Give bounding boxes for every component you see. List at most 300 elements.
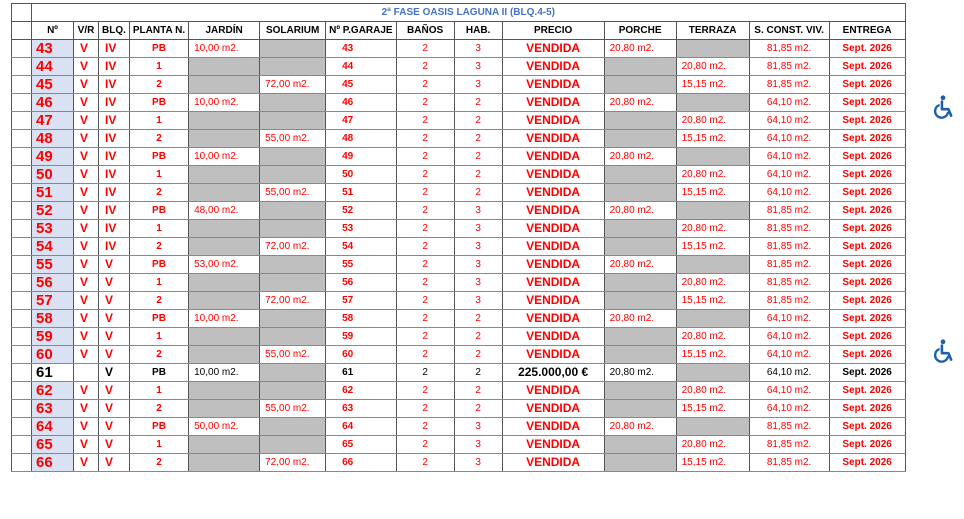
cell-porche [604, 76, 676, 94]
cell-porche [604, 346, 676, 364]
cell-banos: 2 [396, 310, 454, 328]
cell-planta: 1 [129, 58, 188, 76]
cell-blq: IV [99, 112, 130, 130]
cell-num: 47 [32, 112, 74, 130]
cell-blq: V [99, 328, 130, 346]
cell-hab: 2 [454, 346, 502, 364]
cell-terraza: 20,80 m2. [676, 274, 749, 292]
cell-precio: 225.000,00 € [502, 364, 604, 382]
cell-jardin [189, 184, 260, 202]
cell-jardin [189, 400, 260, 418]
cell-jardin [189, 112, 260, 130]
cell-banos: 2 [396, 58, 454, 76]
cell-planta: PB [129, 94, 188, 112]
cell-garaje: 53 [326, 220, 397, 238]
cell-precio: VENDIDA [502, 112, 604, 130]
header-hab: HAB. [454, 22, 502, 40]
cell-banos: 2 [396, 454, 454, 472]
table-row [12, 328, 906, 346]
cell-sconst: 81,85 m2. [749, 238, 829, 256]
cell-hab: 2 [454, 364, 502, 382]
cell-porche: 20,80 m2. [604, 364, 676, 382]
cell-garaje: 57 [326, 292, 397, 310]
cell-num: 50 [32, 166, 74, 184]
cell-jardin [189, 454, 260, 472]
cell-planta: 1 [129, 112, 188, 130]
cell-entrega: Sept. 2026 [829, 418, 905, 436]
cell-jardin: 53,00 m2. [189, 256, 260, 274]
cell-terraza: 15,15 m2. [676, 454, 749, 472]
header-num: Nº [32, 22, 74, 40]
cell-entrega: Sept. 2026 [829, 148, 905, 166]
cell-hab: 2 [454, 112, 502, 130]
cell-porche [604, 184, 676, 202]
cell-hab: 3 [454, 454, 502, 472]
cell-jardin [189, 58, 260, 76]
cell-vr: V [74, 112, 99, 130]
cell-entrega: Sept. 2026 [829, 436, 905, 454]
table-row [12, 58, 906, 76]
cell-terraza: 15,15 m2. [676, 76, 749, 94]
cell-vr: V [74, 94, 99, 112]
cell-jardin: 10,00 m2. [189, 94, 260, 112]
cell-porche [604, 328, 676, 346]
table-row [12, 94, 906, 112]
cell-precio: VENDIDA [502, 76, 604, 94]
cell-sconst: 64,10 m2. [749, 382, 829, 400]
cell-hab: 3 [454, 238, 502, 256]
row-blank-cell [12, 256, 32, 274]
cell-sconst: 64,10 m2. [749, 148, 829, 166]
cell-hab: 2 [454, 400, 502, 418]
cell-blq: IV [99, 238, 130, 256]
table-row [12, 76, 906, 94]
cell-jardin: 10,00 m2. [189, 364, 260, 382]
row-blank-cell [12, 130, 32, 148]
cell-vr: V [74, 166, 99, 184]
cell-garaje: 46 [326, 94, 397, 112]
cell-vr [74, 364, 99, 382]
corner-cell [12, 4, 32, 22]
cell-vr: V [74, 202, 99, 220]
cell-blq: IV [99, 58, 130, 76]
cell-entrega: Sept. 2026 [829, 112, 905, 130]
cell-jardin: 10,00 m2. [189, 310, 260, 328]
header-porche: PORCHE [604, 22, 676, 40]
header-row [12, 22, 906, 40]
cell-jardin [189, 436, 260, 454]
row-blank-cell [12, 58, 32, 76]
cell-blq: IV [99, 202, 130, 220]
cell-terraza [676, 40, 749, 58]
cell-garaje: 43 [326, 40, 397, 58]
cell-porche: 20,80 m2. [604, 94, 676, 112]
cell-vr: V [74, 382, 99, 400]
cell-blq: IV [99, 184, 130, 202]
cell-porche [604, 454, 676, 472]
cell-hab: 3 [454, 76, 502, 94]
cell-planta: 1 [129, 166, 188, 184]
table-row [12, 256, 906, 274]
cell-terraza [676, 94, 749, 112]
cell-num: 59 [32, 328, 74, 346]
cell-precio: VENDIDA [502, 256, 604, 274]
cell-vr: V [74, 184, 99, 202]
cell-sconst: 64,10 m2. [749, 112, 829, 130]
cell-planta: 2 [129, 400, 188, 418]
cell-planta: PB [129, 148, 188, 166]
cell-banos: 2 [396, 436, 454, 454]
cell-num: 55 [32, 256, 74, 274]
cell-planta: 1 [129, 328, 188, 346]
cell-blq: IV [99, 94, 130, 112]
cell-jardin [189, 274, 260, 292]
cell-sconst: 64,10 m2. [749, 310, 829, 328]
cell-hab: 2 [454, 184, 502, 202]
cell-precio: VENDIDA [502, 292, 604, 310]
cell-porche [604, 130, 676, 148]
cell-num: 61 [32, 364, 74, 382]
cell-jardin [189, 220, 260, 238]
cell-planta: PB [129, 418, 188, 436]
cell-terraza: 20,80 m2. [676, 328, 749, 346]
availability-table [11, 3, 906, 472]
cell-num: 54 [32, 238, 74, 256]
table-row [12, 454, 906, 472]
cell-vr: V [74, 40, 99, 58]
cell-planta: 2 [129, 454, 188, 472]
cell-num: 57 [32, 292, 74, 310]
cell-jardin [189, 238, 260, 256]
cell-solarium: 72,00 m2. [260, 292, 326, 310]
cell-garaje: 47 [326, 112, 397, 130]
row-blank-cell [12, 364, 32, 382]
cell-banos: 2 [396, 418, 454, 436]
cell-precio: VENDIDA [502, 346, 604, 364]
cell-planta: 1 [129, 274, 188, 292]
cell-terraza [676, 148, 749, 166]
row-blank-cell [12, 454, 32, 472]
cell-sconst: 64,10 m2. [749, 400, 829, 418]
cell-banos: 2 [396, 94, 454, 112]
cell-banos: 2 [396, 184, 454, 202]
table-body [12, 40, 906, 472]
cell-banos: 2 [396, 400, 454, 418]
cell-porche [604, 166, 676, 184]
cell-jardin [189, 130, 260, 148]
cell-planta: 2 [129, 292, 188, 310]
cell-porche: 20,80 m2. [604, 40, 676, 58]
cell-solarium: 72,00 m2. [260, 76, 326, 94]
cell-num: 60 [32, 346, 74, 364]
cell-banos: 2 [396, 274, 454, 292]
cell-terraza [676, 202, 749, 220]
cell-blq: V [99, 454, 130, 472]
row-blank-cell [12, 166, 32, 184]
cell-planta: PB [129, 310, 188, 328]
cell-sconst: 81,85 m2. [749, 436, 829, 454]
cell-solarium [260, 94, 326, 112]
cell-num: 43 [32, 40, 74, 58]
cell-jardin [189, 346, 260, 364]
cell-entrega: Sept. 2026 [829, 184, 905, 202]
cell-entrega: Sept. 2026 [829, 58, 905, 76]
cell-vr: V [74, 148, 99, 166]
cell-hab: 2 [454, 166, 502, 184]
cell-garaje: 49 [326, 148, 397, 166]
wheelchair-icon [930, 338, 956, 364]
cell-sconst: 81,85 m2. [749, 76, 829, 94]
cell-planta: PB [129, 364, 188, 382]
cell-num: 63 [32, 400, 74, 418]
cell-hab: 2 [454, 328, 502, 346]
header-entrega: ENTREGA [829, 22, 905, 40]
cell-vr: V [74, 436, 99, 454]
cell-porche: 20,80 m2. [604, 418, 676, 436]
cell-num: 44 [32, 58, 74, 76]
cell-sconst: 81,85 m2. [749, 202, 829, 220]
cell-hab: 2 [454, 94, 502, 112]
cell-num: 53 [32, 220, 74, 238]
row-blank-cell [12, 148, 32, 166]
cell-porche [604, 436, 676, 454]
cell-entrega: Sept. 2026 [829, 166, 905, 184]
cell-solarium [260, 112, 326, 130]
cell-precio: VENDIDA [502, 400, 604, 418]
cell-entrega: Sept. 2026 [829, 346, 905, 364]
cell-banos: 2 [396, 292, 454, 310]
cell-garaje: 58 [326, 310, 397, 328]
cell-vr: V [74, 328, 99, 346]
cell-precio: VENDIDA [502, 184, 604, 202]
row-blank-cell [12, 436, 32, 454]
cell-garaje: 65 [326, 436, 397, 454]
cell-blq: V [99, 364, 130, 382]
cell-hab: 3 [454, 436, 502, 454]
cell-sconst: 81,85 m2. [749, 418, 829, 436]
cell-garaje: 59 [326, 328, 397, 346]
cell-solarium: 55,00 m2. [260, 400, 326, 418]
cell-precio: VENDIDA [502, 310, 604, 328]
table-row [12, 346, 906, 364]
cell-planta: PB [129, 256, 188, 274]
cell-sconst: 64,10 m2. [749, 184, 829, 202]
cell-terraza: 20,80 m2. [676, 436, 749, 454]
cell-solarium [260, 220, 326, 238]
cell-vr: V [74, 346, 99, 364]
cell-solarium [260, 58, 326, 76]
cell-entrega: Sept. 2026 [829, 130, 905, 148]
cell-garaje: 51 [326, 184, 397, 202]
cell-precio: VENDIDA [502, 436, 604, 454]
cell-blq: IV [99, 40, 130, 58]
table-row [12, 310, 906, 328]
cell-porche: 20,80 m2. [604, 148, 676, 166]
cell-entrega: Sept. 2026 [829, 292, 905, 310]
cell-banos: 2 [396, 220, 454, 238]
cell-num: 51 [32, 184, 74, 202]
cell-vr: V [74, 130, 99, 148]
cell-terraza: 15,15 m2. [676, 130, 749, 148]
cell-vr: V [74, 274, 99, 292]
cell-hab: 3 [454, 418, 502, 436]
cell-entrega: Sept. 2026 [829, 40, 905, 58]
cell-solarium: 55,00 m2. [260, 130, 326, 148]
cell-jardin [189, 328, 260, 346]
cell-banos: 2 [396, 112, 454, 130]
cell-entrega: Sept. 2026 [829, 76, 905, 94]
cell-solarium [260, 310, 326, 328]
cell-garaje: 56 [326, 274, 397, 292]
cell-vr: V [74, 256, 99, 274]
cell-porche [604, 238, 676, 256]
cell-porche [604, 274, 676, 292]
cell-porche [604, 400, 676, 418]
cell-blq: V [99, 382, 130, 400]
cell-entrega: Sept. 2026 [829, 328, 905, 346]
row-blank-cell [12, 274, 32, 292]
row-blank-cell [12, 292, 32, 310]
table-row [12, 418, 906, 436]
row-blank-cell [12, 400, 32, 418]
cell-terraza [676, 256, 749, 274]
cell-vr: V [74, 310, 99, 328]
cell-sconst: 64,10 m2. [749, 346, 829, 364]
cell-blq: V [99, 256, 130, 274]
header-jardin: JARDÍN [189, 22, 260, 40]
cell-banos: 2 [396, 76, 454, 94]
cell-terraza: 15,15 m2. [676, 292, 749, 310]
cell-planta: 1 [129, 382, 188, 400]
cell-solarium [260, 40, 326, 58]
cell-sconst: 64,10 m2. [749, 94, 829, 112]
cell-banos: 2 [396, 166, 454, 184]
cell-solarium [260, 166, 326, 184]
cell-banos: 2 [396, 346, 454, 364]
cell-vr: V [74, 76, 99, 94]
cell-hab: 2 [454, 310, 502, 328]
cell-hab: 3 [454, 220, 502, 238]
cell-entrega: Sept. 2026 [829, 382, 905, 400]
cell-banos: 2 [396, 328, 454, 346]
table-row [12, 40, 906, 58]
cell-terraza: 15,15 m2. [676, 184, 749, 202]
header-precio: PRECIO [502, 22, 604, 40]
table-row [12, 238, 906, 256]
cell-sconst: 64,10 m2. [749, 166, 829, 184]
cell-solarium [260, 364, 326, 382]
cell-precio: VENDIDA [502, 238, 604, 256]
cell-banos: 2 [396, 238, 454, 256]
table-row [12, 292, 906, 310]
cell-num: 56 [32, 274, 74, 292]
cell-blq: V [99, 418, 130, 436]
table-row [12, 400, 906, 418]
cell-blq: V [99, 292, 130, 310]
cell-solarium [260, 436, 326, 454]
cell-sconst: 64,10 m2. [749, 328, 829, 346]
cell-garaje: 54 [326, 238, 397, 256]
cell-garaje: 45 [326, 76, 397, 94]
row-blank-cell [12, 202, 32, 220]
row-blank-cell [12, 382, 32, 400]
cell-garaje: 61 [326, 364, 397, 382]
cell-num: 58 [32, 310, 74, 328]
cell-planta: 2 [129, 346, 188, 364]
cell-blq: IV [99, 148, 130, 166]
table-row [12, 220, 906, 238]
cell-jardin: 48,00 m2. [189, 202, 260, 220]
cell-garaje: 44 [326, 58, 397, 76]
row-blank-cell [12, 328, 32, 346]
cell-porche [604, 58, 676, 76]
row-blank-cell [12, 310, 32, 328]
cell-vr: V [74, 454, 99, 472]
cell-banos: 2 [396, 40, 454, 58]
cell-sconst: 81,85 m2. [749, 58, 829, 76]
cell-garaje: 60 [326, 346, 397, 364]
cell-solarium: 72,00 m2. [260, 238, 326, 256]
cell-num: 62 [32, 382, 74, 400]
cell-planta: 1 [129, 220, 188, 238]
header-blank [12, 22, 32, 40]
cell-entrega: Sept. 2026 [829, 274, 905, 292]
cell-vr: V [74, 238, 99, 256]
cell-sconst: 64,10 m2. [749, 364, 829, 382]
cell-precio: VENDIDA [502, 130, 604, 148]
cell-entrega: Sept. 2026 [829, 256, 905, 274]
cell-porche: 20,80 m2. [604, 256, 676, 274]
cell-garaje: 63 [326, 400, 397, 418]
cell-solarium [260, 148, 326, 166]
table-row [12, 364, 906, 382]
cell-entrega: Sept. 2026 [829, 220, 905, 238]
cell-solarium [260, 202, 326, 220]
cell-jardin [189, 76, 260, 94]
cell-blq: V [99, 346, 130, 364]
cell-precio: VENDIDA [502, 148, 604, 166]
cell-terraza [676, 418, 749, 436]
cell-jardin [189, 382, 260, 400]
cell-banos: 2 [396, 364, 454, 382]
header-garaje: Nº P.GARAJE [326, 22, 397, 40]
cell-terraza: 20,80 m2. [676, 220, 749, 238]
cell-solarium [260, 256, 326, 274]
cell-entrega: Sept. 2026 [829, 400, 905, 418]
cell-sconst: 64,10 m2. [749, 130, 829, 148]
row-blank-cell [12, 346, 32, 364]
table-title: 2ª FASE OASIS LAGUNA II (BLQ.4-5) [32, 4, 906, 22]
cell-hab: 3 [454, 58, 502, 76]
table-row [12, 166, 906, 184]
table-row [12, 148, 906, 166]
cell-solarium [260, 328, 326, 346]
cell-planta: 2 [129, 238, 188, 256]
cell-blq: V [99, 436, 130, 454]
cell-entrega: Sept. 2026 [829, 454, 905, 472]
cell-garaje: 62 [326, 382, 397, 400]
cell-precio: VENDIDA [502, 220, 604, 238]
cell-num: 46 [32, 94, 74, 112]
cell-blq: V [99, 310, 130, 328]
cell-banos: 2 [396, 130, 454, 148]
cell-sconst: 81,85 m2. [749, 256, 829, 274]
cell-terraza [676, 310, 749, 328]
cell-solarium: 55,00 m2. [260, 184, 326, 202]
cell-terraza [676, 364, 749, 382]
cell-porche [604, 220, 676, 238]
cell-entrega: Sept. 2026 [829, 202, 905, 220]
